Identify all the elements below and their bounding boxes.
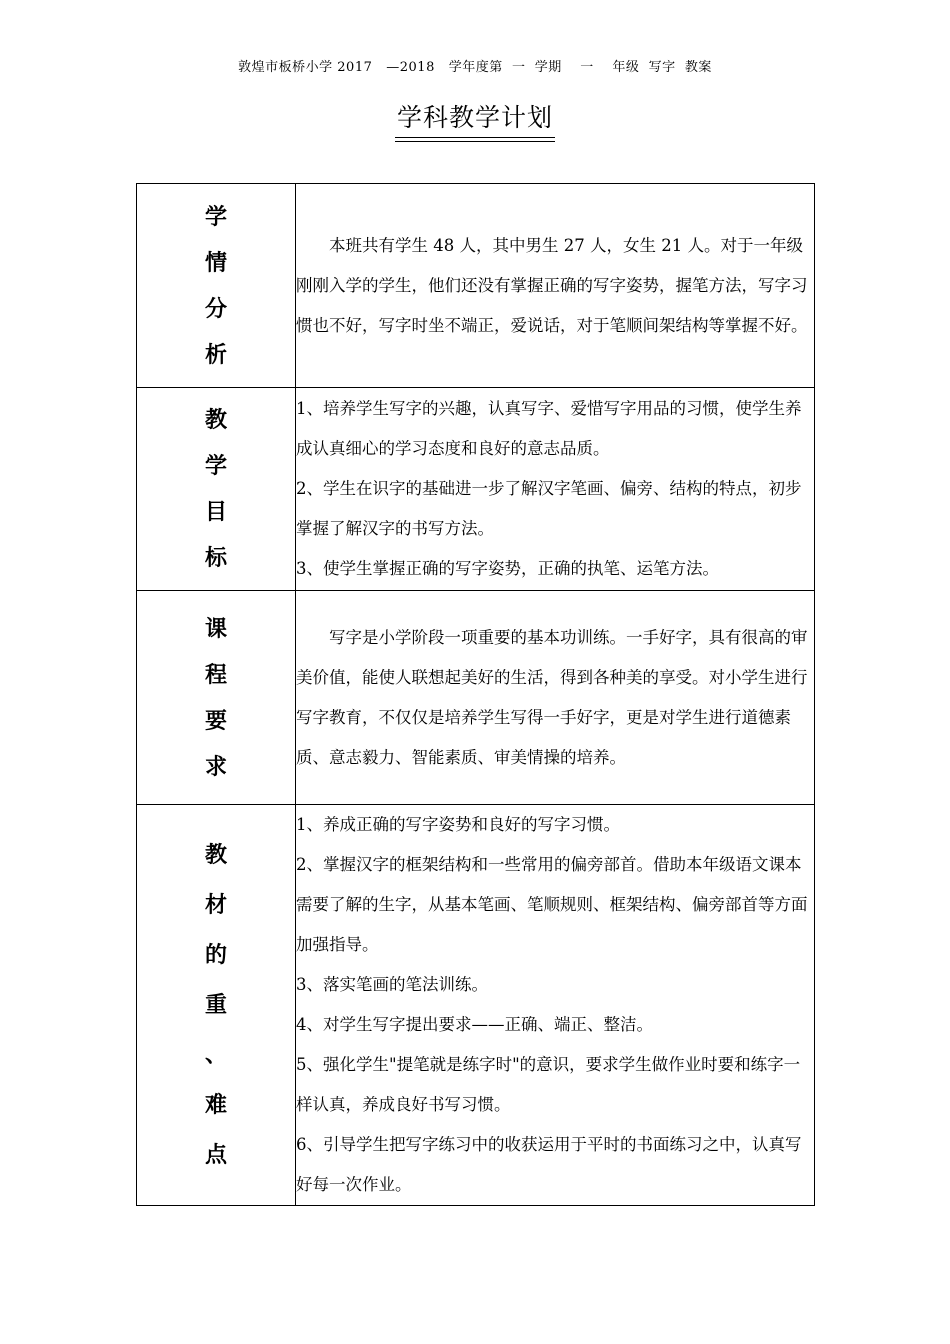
paragraph: 3、落实笔画的笔法训练。 — [296, 975, 488, 994]
section-label-student-analysis — [137, 184, 296, 388]
label-char: 、 — [204, 1042, 227, 1068]
label-char: 点 — [204, 1142, 227, 1168]
paragraph: 5、强化学生"提笔就是练字时"的意识，要求学生做作业时要和练字一样认真，养成良好书写习惯。 — [296, 1055, 801, 1114]
label-char: 求 — [204, 753, 227, 780]
section-content-student-analysis — [296, 184, 815, 388]
section-row-student-analysis — [137, 184, 815, 388]
label-char: 学 — [204, 453, 227, 479]
title-container — [0, 98, 950, 138]
section-label-key-points — [137, 805, 296, 1206]
paragraph: 3、使学生掌握正确的写字姿势，正确的执笔、运笔方法。 — [296, 559, 719, 578]
plan-table — [136, 183, 815, 1206]
section-label-course-requirements — [137, 591, 296, 805]
paragraph: 2、学生在识字的基础进一步了解汉字笔画、偏旁、结构的特点，初步掌握了解汉字的书写方法。 — [296, 479, 802, 538]
label-char: 标 — [204, 545, 227, 571]
label-char: 程 — [204, 661, 227, 688]
label-char: 课 — [204, 615, 227, 642]
label-char: 材 — [204, 892, 227, 918]
section-row-course-requirements — [137, 591, 815, 805]
label-char: 分 — [204, 295, 227, 322]
label-char: 情 — [204, 249, 227, 276]
section-content-key-points — [296, 805, 815, 1206]
paragraph: 写字是小学阶段一项重要的基本功训练。一手好字，具有很高的审美价值，能使人联想起美好的生活，得到各种美的享受。对小学生进行写字教育，不仅仅是培养学生写得一手好字，更是对学生进行道德素质、意志毅力、智能素质、审美情操的培养。 — [296, 627, 808, 767]
paragraph: 1、培养学生写字的兴趣，认真写字、爱惜写字用品的习惯，使学生养成认真细心的学习态度和良好的意志品质。 — [296, 399, 802, 458]
paragraph: 6、引导学生把写字练习中的收获运用于平时的书面练习之中，认真写好每一次作业。 — [296, 1135, 802, 1194]
section-content-teaching-goals — [296, 388, 815, 591]
page-title: 学科教学计划 — [395, 98, 555, 138]
label-char: 学 — [204, 203, 227, 230]
section-row-teaching-goals — [137, 388, 815, 591]
paragraph: 4、对学生写字提出要求——正确、端正、整洁。 — [296, 1015, 653, 1034]
label-char: 重 — [204, 992, 227, 1018]
paragraph: 2、掌握汉字的框架结构和一些常用的偏旁部首。借助本年级语文课本需要了解的生字，从基本笔画、笔顺规则、框架结构、偏旁部首等方面加强指导。 — [296, 855, 808, 954]
label-char: 的 — [204, 942, 227, 968]
label-char: 析 — [204, 341, 227, 368]
label-char: 要 — [204, 707, 227, 734]
paragraph: 1、养成正确的写字姿势和良好的写字习惯。 — [296, 815, 620, 834]
page-header: 敦煌市板桥小学 2017 —2018 学年度第 一 学期 一 年级 写字 教案 — [238, 60, 712, 75]
label-char: 教 — [204, 407, 227, 433]
section-content-course-requirements — [296, 591, 815, 805]
section-row-key-points — [137, 805, 815, 1206]
section-label-teaching-goals — [137, 388, 296, 591]
label-char: 教 — [204, 842, 227, 868]
label-char: 难 — [204, 1092, 227, 1118]
paragraph: 本班共有学生 48 人，其中男生 27 人，女生 21 人。对于一年级刚刚入学的学生，他们还没有掌握正确的写字姿势，握笔方法，写字习惯也不好，写字时坐不端正，爱说话，对于笔顺间架结构等掌握不好。 — [296, 235, 808, 335]
label-char: 目 — [204, 499, 227, 525]
